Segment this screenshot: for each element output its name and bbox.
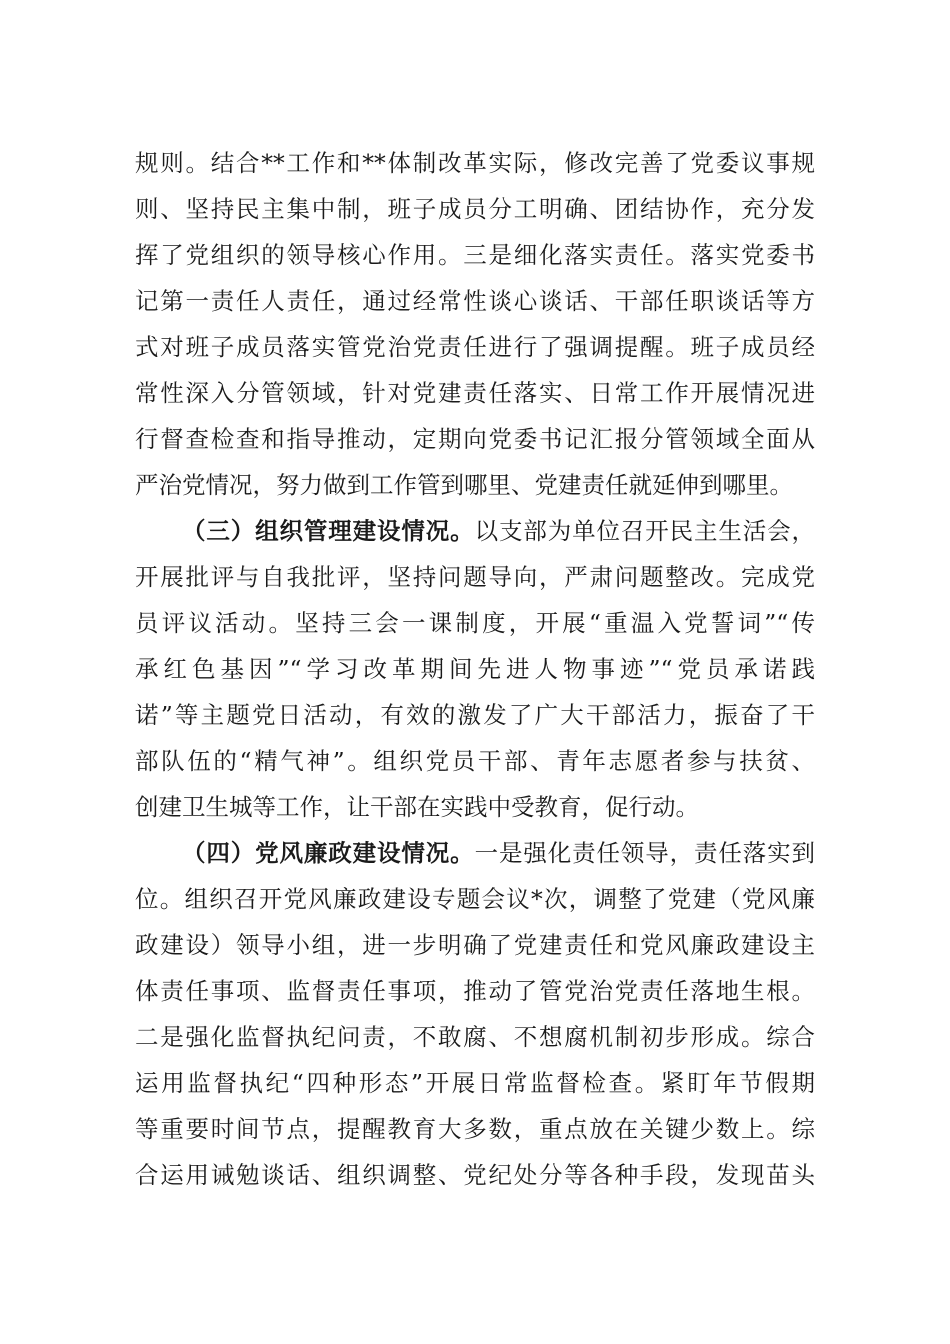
text-line: 承红色基因”“学习改革期间先进人物事迹”“党员承诺践: [135, 655, 815, 683]
text-line: 体责任事项、监督责任事项，推动了管党治党责任落地生根。: [135, 977, 815, 1005]
section-4-first-line: [182, 830, 815, 876]
text-line: 位。组织召开党风廉政建设专题会议*次，调整了党建（党风廉: [135, 885, 815, 913]
text-line: 式对班子成员落实管党治党责任进行了强调提醒。班子成员经: [135, 333, 815, 361]
text-line: 行督查检查和指导推动，定期向党委书记汇报分管领域全面从: [135, 425, 815, 453]
section-4-first-line-text: 一是强化责任领导，责任落实到: [474, 839, 816, 867]
section-4-heading: （四）党风廉政建设情况。: [182, 839, 475, 867]
section-3-first-line: [182, 508, 815, 554]
text-line: 严治党情况，努力做到工作管到哪里、党建责任就延伸到哪里。: [135, 471, 793, 499]
text-line: 等重要时间节点，提醒教育大多数，重点放在关键少数上。综: [135, 1115, 815, 1143]
text-line: 常性深入分管领域，针对党建责任落实、日常工作开展情况进: [135, 379, 815, 407]
text-line: 创建卫生城等工作，让干部在实践中受教育，促行动。: [135, 793, 699, 821]
text-line: 部队伍的“精气神”。组织党员干部、青年志愿者参与扶贫、: [135, 747, 815, 775]
text-line: 诺”等主题党日活动，有效的激发了广大干部活力，振奋了干: [135, 701, 815, 729]
text-line: 员评议活动。坚持三会一课制度，开展“重温入党誓词”“传: [135, 609, 815, 637]
text-line: 二是强化监督执纪问责，不敢腐、不想腐机制初步形成。综合: [135, 1023, 815, 1051]
text-line: 开展批评与自我批评，坚持问题导向，严肃问题整改。完成党: [135, 563, 815, 591]
text-line: 记第一责任人责任，通过经常性谈心谈话、干部任职谈话等方: [135, 287, 815, 315]
text-line: 挥了党组织的领导核心作用。三是细化落实责任。落实党委书: [135, 241, 815, 269]
text-line: 则、坚持民主集中制，班子成员分工明确、团结协作，充分发: [135, 195, 815, 223]
text-line: 运用监督执纪“四种形态”开展日常监督检查。紧盯年节假期: [135, 1069, 815, 1097]
section-3-heading: （三）组织管理建设情况。: [182, 517, 475, 545]
section-3-first-line-text: 以支部为单位召开民主生活会，: [474, 517, 816, 545]
text-line: 政建设）领导小组，进一步明确了党建责任和党风廉政建设主: [135, 931, 815, 959]
text-line: 合运用诫勉谈话、组织调整、党纪处分等各种手段，发现苗头: [135, 1161, 815, 1189]
text-line: 规则。结合**工作和**体制改革实际，修改完善了党委议事规: [135, 149, 815, 177]
